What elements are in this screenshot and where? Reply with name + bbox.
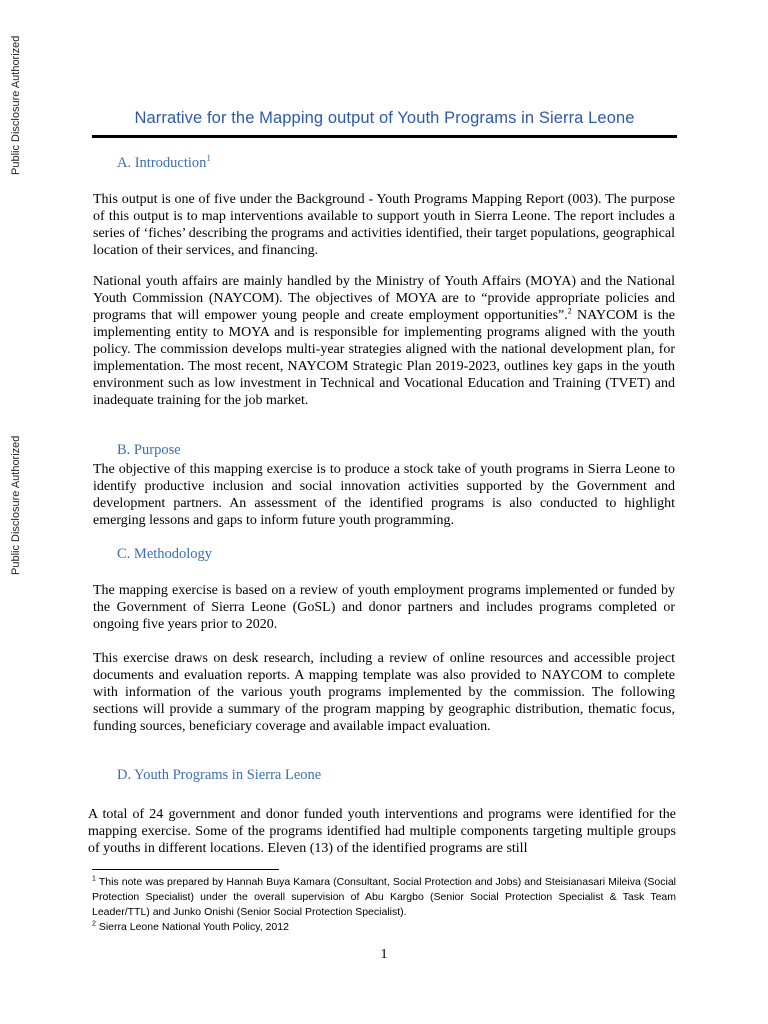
purpose-paragraph: The objective of this mapping exercise is to produce a stock take of youth programs in Sierra Leone to identify productive inclusion and social innovation activities supported by the Government and development partners. An assessment of the identified programs is also conducted to highlight emerging lessons and gaps to inform future youth programming. — [93, 462, 675, 528]
heading-purpose: B. Purpose — [117, 442, 181, 458]
footnote-2-mark: 2 — [92, 920, 96, 928]
heading-introduction-text: A. Introduction — [117, 154, 207, 171]
title-rule — [92, 135, 677, 138]
document-title: Narrative for the Mapping output of Youth Programs in Sierra Leone — [134, 109, 635, 127]
intro-paragraph-1: This output is one of five under the Background - Youth Programs Mapping Report (003). The purpose of this output is to map interventions available to support youth in Sierra Leone. The report includes a series of ‘fiches’ describing the programs and activities identified, their target populations, geographical location of their services, and financing. — [93, 192, 675, 258]
footnote-ref-1[interactable]: 1 — [206, 153, 211, 163]
page-number: 1 — [380, 947, 388, 962]
footnotes — [92, 875, 676, 935]
heading-youth-programs: D. Youth Programs in Sierra Leone — [117, 767, 322, 783]
footnote-1-text: This note was prepared by Hannah Buya Kamara (Consultant, Social Protection and Jobs) and Steisianasari Mileiva (Social Protection Specialist) under the overall supervision of Abu Kargbo (Senior Social Protection Specialist & Task Team Leader/TTL) and Junko Onishi (Senior Social Protection Specialist). — [92, 876, 676, 918]
disclosure-label-top: Public Disclosure Authorized — [10, 35, 22, 175]
footnote-separator — [92, 869, 279, 870]
intro-paragraph-2-part-b: NAYCOM is the implementing entity to MOYA and is responsible for implementing programs aligned with the youth policy. The commission develops multi-year strategies aligned with the national development plan, for implementation. The most recent, NAYCOM Strategic Plan 2019-2023, outlines key gaps in the youth environment such as low investment in Technical and Vocational Education and Training (TVET) and inadequate training for the job market. — [93, 308, 676, 408]
intro-paragraph-2-part-a: National youth affairs are mainly handled by the Ministry of Youth Affairs (MOYA) and the National Youth Commission (NAYCOM). The objectives of MOYA are to “provide appropriate policies and programs that will empower young people and create employment opportunities”. — [93, 274, 675, 323]
methodology-paragraph-1: The mapping exercise is based on a review of youth employment programs implemented or funded by the Government of Sierra Leone (GoSL) and donor partners and includes programs completed or ongoing five years prior to 2020. — [93, 583, 675, 632]
footnote-2 — [92, 920, 676, 935]
heading-methodology: C. Methodology — [117, 546, 213, 562]
footnote-1-mark: 1 — [92, 875, 96, 883]
intro-paragraph-2 — [93, 273, 675, 409]
heading-introduction — [117, 153, 211, 172]
footnote-1 — [92, 875, 676, 920]
footnote-ref-2[interactable]: 2 — [567, 306, 572, 316]
disclosure-label-bottom: Public Disclosure Authorized — [10, 435, 22, 575]
youth-programs-paragraph: A total of 24 government and donor funded youth interventions and programs were identified for the mapping exercise. Some of the programs identified had multiple components targeting multiple groups of youths in different locations. Eleven (13) of the identified programs are still — [88, 807, 676, 856]
methodology-paragraph-2: This exercise draws on desk research, including a review of online resources and accessible project documents and evaluation reports. A mapping template was also provided to NAYCOM to complete with information of the various youth programs implemented by the commission. The following sections will provide a summary of the program mapping by geographic distribution, thematic focus, funding sources, beneficiary coverage and available impact evaluation. — [93, 651, 675, 734]
footnote-2-text: Sierra Leone National Youth Policy, 2012 — [95, 921, 289, 933]
